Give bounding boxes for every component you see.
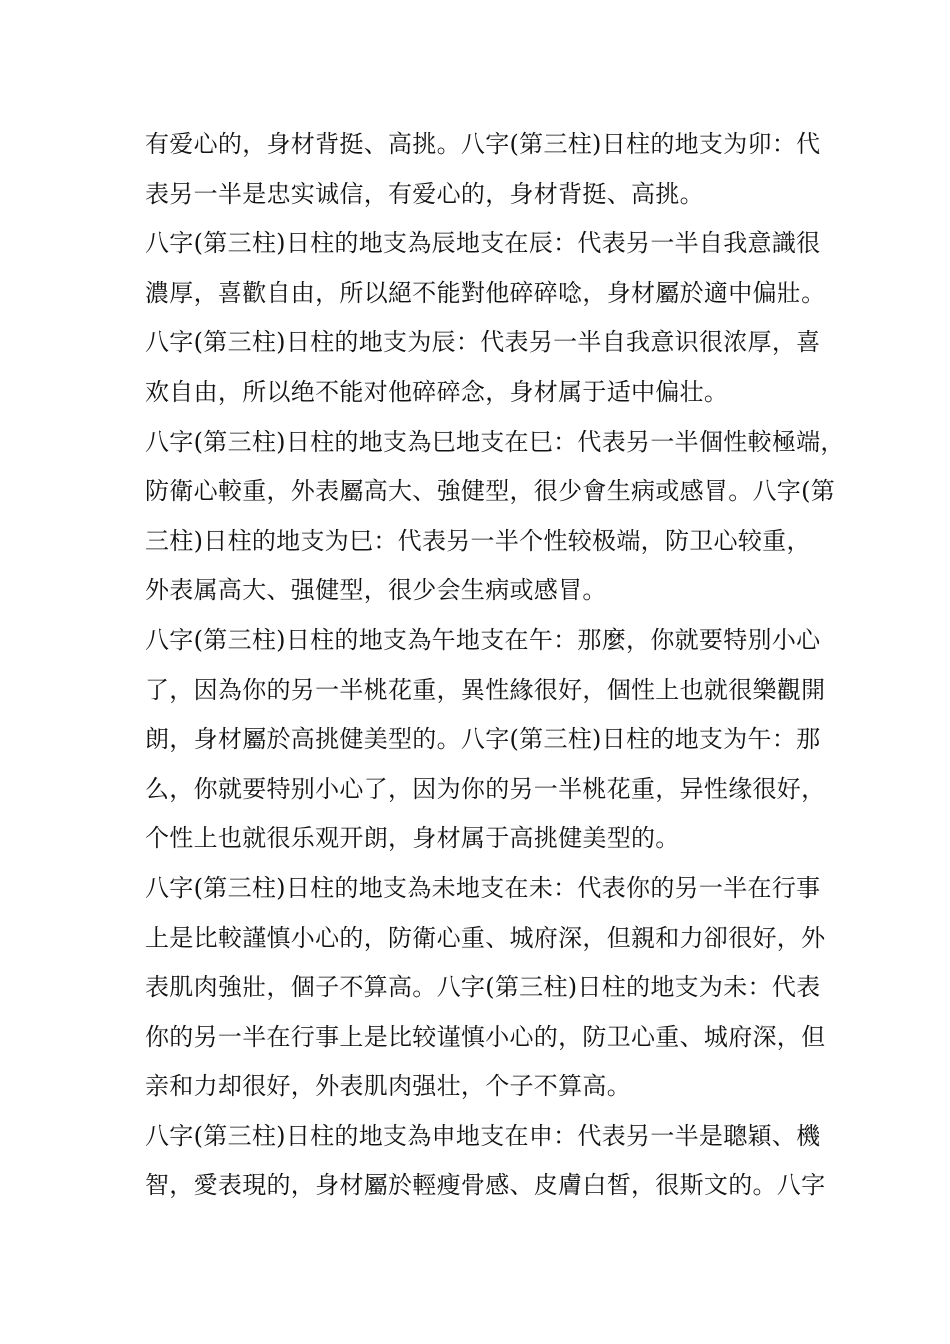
text-line: 三柱)日柱的地支为巳：代表另一半个性较极端，防卫心较重， bbox=[145, 526, 811, 555]
text-line: 了，因為你的另一半桃花重，異性緣很好，個性上也就很樂觀開 bbox=[145, 675, 826, 704]
body-text bbox=[145, 120, 845, 1211]
text-line: 有爱心的，身材背挺、高挑。八字(第三柱)日柱的地支为卯：代 bbox=[145, 130, 821, 158]
text-line: 朗，身材屬於高挑健美型的。八字(第三柱)日柱的地支为午：那 bbox=[145, 725, 821, 754]
text-line: 你的另一半在行事上是比较谨慎小心的，防卫心重、城府深，但 bbox=[145, 1022, 826, 1051]
text-line: 八字(第三柱)日柱的地支為午地支在午：那麼，你就要特別小心 bbox=[145, 625, 821, 654]
text-line: 八字(第三柱)日柱的地支為申地支在申：代表另一半是聰穎、機 bbox=[145, 1121, 821, 1150]
text-line: 八字(第三柱)日柱的地支為未地支在未：代表你的另一半在行事 bbox=[145, 873, 821, 902]
text-line: 表肌肉強壯，個子不算高。八字(第三柱)日柱的地支为未：代表 bbox=[145, 973, 821, 1002]
text-line: 个性上也就很乐观开朗，身材属于高挑健美型的。 bbox=[145, 824, 680, 853]
text-line: 智，愛表現的，身材屬於輕瘦骨感、皮膚白皙，很斯文的。八字 bbox=[145, 1171, 826, 1200]
text-line: 欢自由，所以绝不能对他碎碎念，身材属于适中偏壮。 bbox=[145, 377, 729, 406]
text-line: 表另一半是忠实诚信，有爱心的，身材背挺、高挑。 bbox=[145, 179, 704, 208]
text-line: 亲和力却很好，外表肌肉强壮，个子不算高。 bbox=[145, 1072, 631, 1101]
text-line: 濃厚，喜歡自由，所以絕不能對他碎碎唸，身材屬於適中偏壯。 bbox=[145, 278, 826, 307]
text-line: 么，你就要特别小心了，因为你的另一半桃花重，异性缘很好， bbox=[145, 774, 826, 803]
text-line: 八字(第三柱)日柱的地支为辰：代表另一半自我意识很浓厚，喜 bbox=[145, 328, 821, 357]
text-line: 上是比較謹慎小心的，防衛心重、城府深，但親和力卻很好，外 bbox=[145, 923, 826, 952]
text-line: 八字(第三柱)日柱的地支為辰地支在辰：代表另一半自我意識很 bbox=[145, 229, 821, 258]
text-line: 八字(第三柱)日柱的地支為巳地支在巳：代表另一半個性較極端， bbox=[145, 427, 845, 456]
text-line: 防衛心較重，外表屬高大、強健型，很少會生病或感冒。八字(第 bbox=[145, 477, 836, 506]
text-line: 外表属高大、强健型，很少会生病或感冒。 bbox=[145, 576, 607, 605]
